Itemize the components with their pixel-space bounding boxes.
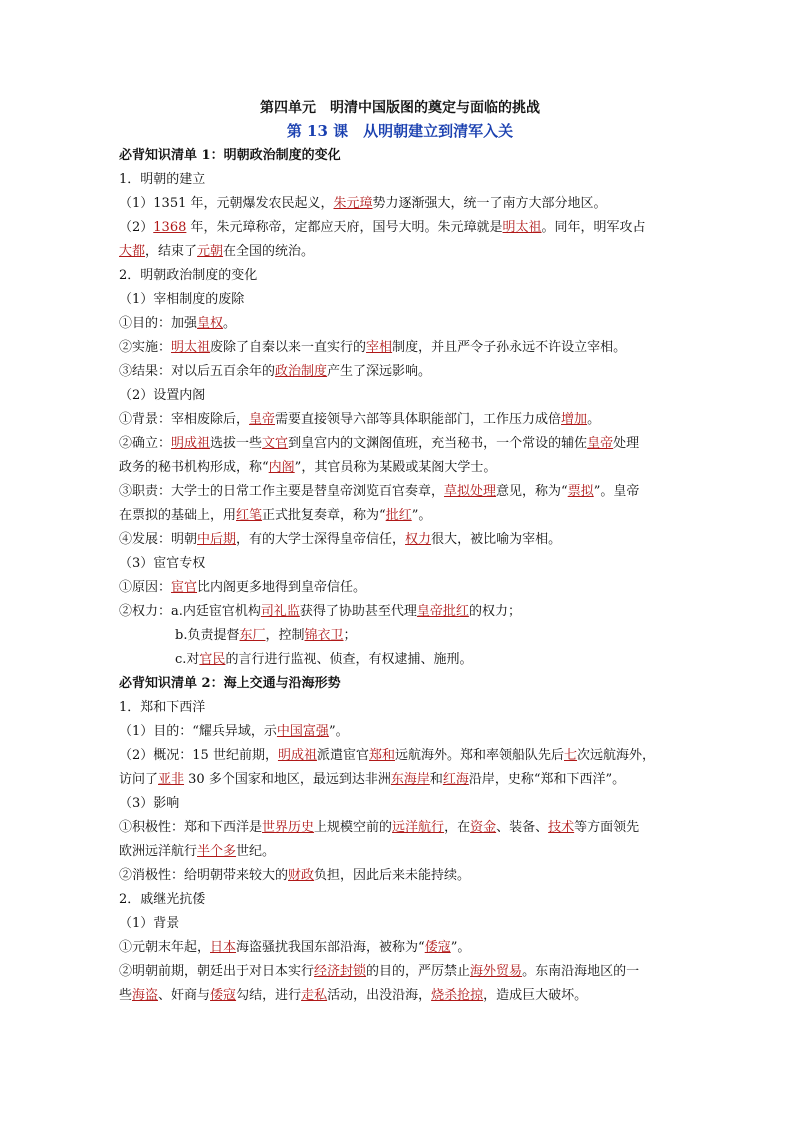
text-segment: ”，其官员称为某殿或某阁大学士。 <box>294 460 497 475</box>
text-segment: 1．明朝的建立 <box>119 172 206 187</box>
text-segment: （3）影响 <box>119 796 180 811</box>
text-segment: （2） <box>119 220 154 235</box>
text-segment: ①原因： <box>119 580 172 595</box>
text-segment: b.负责提督 <box>175 628 240 643</box>
key-term: 世界历史 <box>262 820 315 835</box>
text-segment: ②确立： <box>119 436 172 451</box>
text-segment: ，有的大学士深得皇帝信任， <box>236 532 406 547</box>
text-segment: ②消极性：给明朝带来较大的 <box>119 868 289 883</box>
text-segment: 产生了深远影响。 <box>327 364 432 379</box>
key-term: 倭寇 <box>424 940 451 955</box>
text-segment: 比内阁更多地得到皇帝信任。 <box>197 580 367 595</box>
text-segment: ； <box>343 628 357 643</box>
text-line <box>119 648 681 672</box>
key-term: 明成祖 <box>171 436 211 451</box>
key-term: 批红 <box>385 508 412 523</box>
text-line <box>119 696 681 720</box>
text-segment: 欧洲远洋航行 <box>119 844 198 859</box>
text-segment: ①元朝末年起， <box>119 940 211 955</box>
text-segment: ②明朝前期，朝廷出于对日本实行 <box>119 964 315 979</box>
text-segment: 。 <box>587 412 601 427</box>
key-term: 草拟处理 <box>444 484 497 499</box>
text-segment: （1）宰相制度的废除 <box>119 292 245 307</box>
key-term: 东海岸 <box>390 772 430 787</box>
text-line <box>119 576 681 600</box>
text-segment: 2．戚继光抗倭 <box>119 892 206 907</box>
text-segment: 年，朱元璋称帝，定都应天府，国号大明。朱元璋就是 <box>186 220 503 235</box>
text-line <box>119 216 681 240</box>
key-term: 东厂 <box>239 628 266 643</box>
key-term: 政治制度 <box>275 364 328 379</box>
text-line <box>119 912 681 936</box>
text-segment: 派遣宦官 <box>316 748 369 763</box>
text-segment: 到皇宫内的文渊阁值班，充当秘书，一个常设的辅佐 <box>288 436 588 451</box>
text-segment: 的言行进行监视、侦查，有权逮捕、施刑。 <box>225 652 473 667</box>
key-term: 技术 <box>548 820 575 835</box>
text-segment: ”。皇帝 <box>593 484 640 499</box>
text-line <box>119 192 681 216</box>
text-segment: 远航海外。郑和率领船队先后 <box>395 748 565 763</box>
key-term: 朱元璋 <box>333 196 373 211</box>
text-segment: 需要直接领导六部等具体职能部门，工作压力成倍 <box>275 412 562 427</box>
text-segment: （1）1351 年，元朝爆发农民起义， <box>119 196 334 211</box>
text-segment: 的目的，严厉禁止 <box>366 964 471 979</box>
text-segment: ②实施： <box>119 340 172 355</box>
key-term: 远洋航行 <box>392 820 445 835</box>
key-term: 资金 <box>470 820 497 835</box>
key-term: 元朝 <box>197 244 224 259</box>
key-term: 权力 <box>405 532 432 547</box>
key-term: 宦官 <box>171 580 198 595</box>
text-segment: 。东南沿海地区的一 <box>522 964 640 979</box>
text-segment: ④发展：明朝 <box>119 532 198 547</box>
text-segment: 世纪。 <box>236 844 276 859</box>
key-term: 亚非 <box>158 772 185 787</box>
unit-title: 第四单元 明清中国版图的奠定与面临的挑战 <box>260 100 540 116</box>
text-segment: 次远航海外， <box>577 748 656 763</box>
text-segment: （2）概况：15 世纪前期， <box>119 748 278 763</box>
text-segment: 。同年，明军攻占 <box>541 220 646 235</box>
lesson-title: 第 13 课 从明朝建立到清军入关 <box>286 122 514 140</box>
text-line <box>119 408 681 432</box>
key-term: 大都 <box>119 244 146 259</box>
text-segment: 活动，出没沿海， <box>327 988 432 1003</box>
text-segment: ③结果：对以后五百余年的 <box>119 364 276 379</box>
text-segment: 的权力； <box>468 604 521 619</box>
text-line <box>119 456 681 480</box>
key-term: 走私 <box>301 988 328 1003</box>
text-line <box>119 792 681 816</box>
section-heading <box>119 144 681 168</box>
text-segment: ”。 <box>411 508 432 523</box>
key-term: 皇帝 <box>587 436 614 451</box>
text-segment: 在票拟的基础上，用 <box>119 508 237 523</box>
key-term: 票拟 <box>567 484 594 499</box>
text-segment: ，造成巨大破坏。 <box>483 988 588 1003</box>
text-segment: ②权力：a.内廷宦官机构 <box>119 604 261 619</box>
text-line <box>119 360 681 384</box>
text-line <box>119 960 681 984</box>
key-term: 宰相 <box>366 340 393 355</box>
text-line <box>119 264 681 288</box>
text-line <box>119 720 681 744</box>
text-segment: 。 <box>223 316 237 331</box>
text-segment: 正式批复奏章，称为“ <box>262 508 386 523</box>
text-segment: （1）背景 <box>119 916 180 931</box>
text-line <box>119 504 681 528</box>
text-segment: ”。 <box>450 940 471 955</box>
text-line <box>119 624 681 648</box>
key-term: 明成祖 <box>277 748 317 763</box>
text-segment: 处理 <box>613 436 640 451</box>
key-term: 内阁 <box>268 460 295 475</box>
text-line <box>119 240 681 264</box>
text-line <box>119 984 681 1008</box>
text-segment: 些 <box>119 988 133 1003</box>
key-term: 皇帝批红 <box>416 604 469 619</box>
key-term: 1368 <box>153 220 187 235</box>
text-segment: 政务的秘书机构形成，称“ <box>119 460 269 475</box>
key-term: 官民 <box>199 652 226 667</box>
text-segment: 上规模空前的 <box>314 820 393 835</box>
key-term: 皇权 <box>197 316 224 331</box>
text-segment: 必背知识清单 2：海上交通与沿海形势 <box>119 676 341 691</box>
key-term: 红海 <box>442 772 469 787</box>
key-term: 红笔 <box>236 508 263 523</box>
text-segment: 勾结，进行 <box>236 988 302 1003</box>
text-line <box>119 864 681 888</box>
text-segment: 30 多个国家和地区，最远到达非洲 <box>184 772 391 787</box>
key-term: 海外贸易 <box>470 964 523 979</box>
text-line <box>119 336 681 360</box>
key-term: 中后期 <box>197 532 237 547</box>
text-segment: （3）宦官专权 <box>119 556 206 571</box>
key-term: 财政 <box>288 868 315 883</box>
text-segment: 必背知识清单 1：明朝政治制度的变化 <box>119 148 341 163</box>
key-term: 日本 <box>210 940 237 955</box>
text-segment: ①积极性：郑和下西洋是 <box>119 820 263 835</box>
key-term: 倭寇 <box>210 988 237 1003</box>
text-line <box>119 168 681 192</box>
text-segment: 选拔一些 <box>210 436 263 451</box>
text-line <box>119 480 681 504</box>
key-term: 明太祖 <box>171 340 211 355</box>
text-line <box>119 888 681 912</box>
text-line <box>119 432 681 456</box>
text-line <box>119 768 681 792</box>
text-line <box>119 840 681 864</box>
key-term: 经济封锁 <box>314 964 367 979</box>
text-segment: ①背景：宰相废除后， <box>119 412 250 427</box>
text-segment: ①目的：加强 <box>119 316 198 331</box>
text-segment: 在全国的统治。 <box>223 244 315 259</box>
document-content <box>119 98 681 1008</box>
key-term: 海盗 <box>132 988 159 1003</box>
key-term: 文官 <box>262 436 289 451</box>
key-term: 烧杀抢掠 <box>431 988 484 1003</box>
text-segment: ，控制 <box>265 628 305 643</box>
key-term: 增加 <box>561 412 588 427</box>
text-line <box>119 384 681 408</box>
key-term: 明太祖 <box>502 220 542 235</box>
text-segment: 沿岸，史称“郑和下西洋”。 <box>468 772 626 787</box>
text-segment: 意见，称为“ <box>496 484 568 499</box>
text-line <box>119 552 681 576</box>
text-line <box>119 528 681 552</box>
key-term: 司礼监 <box>260 604 300 619</box>
text-line <box>119 312 681 336</box>
text-segment: （2）设置内阁 <box>119 388 206 403</box>
document-body <box>119 144 681 1008</box>
text-segment: 负担，因此后来未能持续。 <box>314 868 471 883</box>
key-term: 郑和 <box>368 748 395 763</box>
text-segment: 、装备、 <box>496 820 549 835</box>
key-term: 七 <box>564 748 578 763</box>
text-segment: 1．郑和下西洋 <box>119 700 206 715</box>
text-line <box>119 600 681 624</box>
text-segment: 访问了 <box>119 772 159 787</box>
text-segment: 废除了自秦以来一直实行的 <box>210 340 367 355</box>
text-segment: 势力逐渐强大，统一了南方大部分地区。 <box>372 196 607 211</box>
key-term: 皇帝 <box>249 412 276 427</box>
text-segment: ，结束了 <box>145 244 198 259</box>
text-segment: 获得了协助甚至代理 <box>299 604 417 619</box>
section-heading <box>119 672 681 696</box>
key-term: 中国富强 <box>276 724 329 739</box>
text-segment: 等方面领先 <box>574 820 640 835</box>
text-line <box>119 288 681 312</box>
key-term: 锦衣卫 <box>304 628 344 643</box>
text-line <box>119 936 681 960</box>
text-line <box>119 744 681 768</box>
text-segment: ③职责：大学士的日常工作主要是替皇帝浏览百官奏章， <box>119 484 445 499</box>
key-term: 半个多 <box>197 844 237 859</box>
text-segment: （1）目的：“耀兵异域，示 <box>119 724 277 739</box>
text-segment: 2．明朝政治制度的变化 <box>119 268 258 283</box>
text-segment: 、奸商与 <box>158 988 211 1003</box>
text-segment: ，在 <box>444 820 471 835</box>
text-segment: 很大，被比喻为宰相。 <box>431 532 562 547</box>
text-segment: 海盗骚扰我国东部沿海，被称为“ <box>236 940 425 955</box>
text-segment: 和 <box>429 772 443 787</box>
text-line <box>119 816 681 840</box>
text-segment: 制度，并且严令子孙永远不许设立宰相。 <box>392 340 627 355</box>
text-segment: ”。 <box>328 724 349 739</box>
text-segment: c.对 <box>175 652 200 667</box>
